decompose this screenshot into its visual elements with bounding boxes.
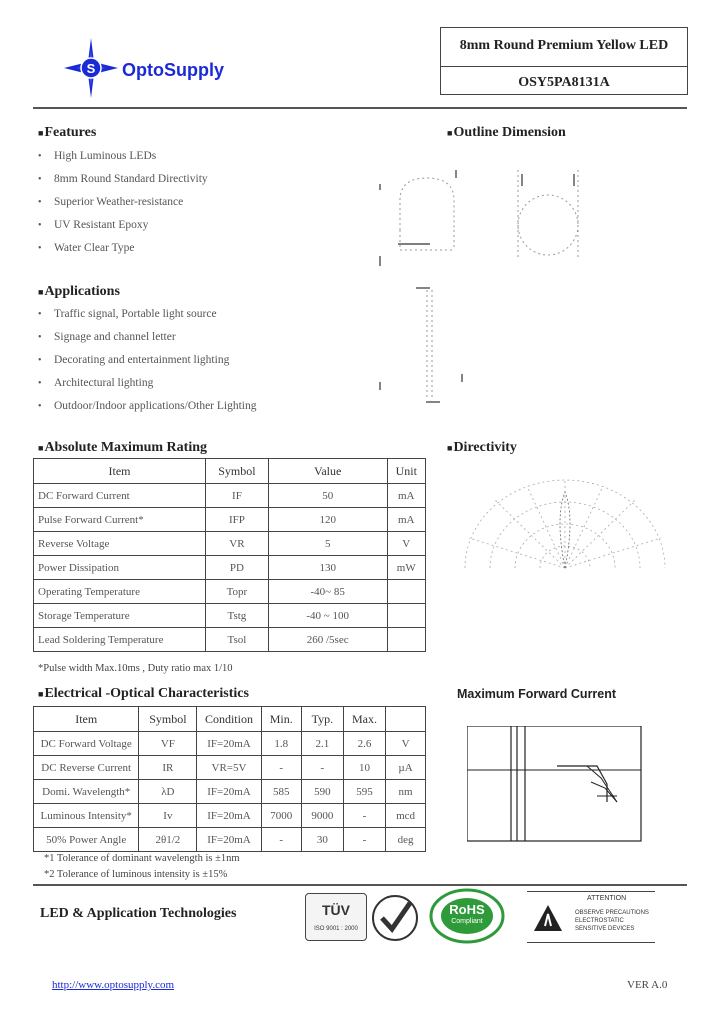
max-forward-current-title: Maximum Forward Current — [457, 687, 617, 701]
directivity-chart — [455, 478, 675, 578]
absolute-max-table — [33, 458, 426, 652]
col-header: Min. — [261, 707, 301, 732]
features-title: ■Features — [38, 125, 97, 140]
table-row: DC Forward Voltage VF IF=20mA 1.8 2.1 2.6 V — [34, 732, 426, 756]
list-item: • Traffic signal, Portable light source — [38, 308, 217, 320]
col-header: Max. — [343, 707, 385, 732]
attention-line-2: ELECTROSTATIC — [575, 918, 624, 924]
list-item: • Decorating and entertainment lighting — [38, 354, 230, 366]
title-box — [440, 27, 688, 95]
brand-logo — [56, 36, 276, 100]
outline-title: ■Outline Dimension — [447, 125, 566, 140]
tuv-label: TÜV — [322, 902, 350, 918]
electro-optical-title: ■Electrical -Optical Characteristics — [38, 686, 249, 701]
footer-version: VER A.0 — [627, 979, 668, 991]
list-item: • Signage and channel letter — [38, 331, 176, 343]
footer-company: LED & Application Technologies — [40, 906, 237, 921]
absolute-max-note: *Pulse width Max.10ms , Duty ratio max 1/10 — [38, 663, 233, 674]
tuv-badge — [305, 893, 367, 941]
rohs-badge — [428, 888, 506, 944]
applications-list — [38, 303, 257, 418]
part-number: OSY5PA8131A — [518, 75, 610, 90]
directivity-title: ■Directivity — [447, 440, 517, 455]
list-item: • Outdoor/Indoor applications/Other Lighting — [38, 400, 257, 412]
list-item: • UV Resistant Epoxy — [38, 219, 149, 231]
list-item: • Water Clear Type — [38, 242, 135, 254]
svg-text:S: S — [86, 61, 96, 76]
applications-title: ■Applications — [38, 284, 120, 299]
footer-url-link[interactable]: http://www.optosupply.com — [52, 979, 175, 991]
table-row: Luminous Intensity* Iv IF=20mA 7000 9000 - mcd — [34, 804, 426, 828]
table-row: DC Reverse Current IR VR=5V - - 10 µA — [34, 756, 426, 780]
attention-title: ATTENTION — [587, 895, 627, 902]
col-header: Condition — [197, 707, 261, 732]
esd-warning-icon — [533, 904, 563, 932]
col-header: Value — [268, 459, 387, 484]
table-row: Power Dissipation PD 130 mW — [34, 556, 426, 580]
list-item: • High Luminous LEDs — [38, 150, 157, 162]
eo-note-1: *1 Tolerance of dominant wavelength is ±1nm — [44, 853, 240, 864]
absolute-max-title: ■Absolute Maximum Rating — [38, 440, 207, 455]
list-item: • Superior Weather-resistance — [38, 196, 184, 208]
iso-label: ISO 9001 : 2000 — [314, 926, 358, 932]
col-header: Symbol — [139, 707, 197, 732]
col-header: Item — [34, 459, 206, 484]
max-forward-current-chart — [467, 726, 647, 846]
attention-line-3: SENSITIVE DEVICES — [575, 926, 635, 932]
col-header: Typ. — [301, 707, 343, 732]
esd-attention-block — [527, 891, 655, 943]
table-row: Lead Soldering Temperature Tsol 260 /5sec — [34, 628, 426, 652]
brand-name: OptoSupply — [122, 60, 224, 80]
col-header: Item — [34, 707, 139, 732]
table-row: Operating Temperature Topr -40~ 85 — [34, 580, 426, 604]
table-row: 50% Power Angle 2θ1/2 IF=20mA - 30 - deg — [34, 828, 426, 852]
col-header — [386, 707, 426, 732]
outline-drawing — [370, 160, 610, 410]
certified-checkmark-icon — [370, 893, 420, 943]
electro-optical-table — [33, 706, 426, 852]
col-header: Symbol — [205, 459, 268, 484]
rohs-label: RoHS — [449, 902, 485, 917]
table-row: Pulse Forward Current* IFP 120 mA — [34, 508, 426, 532]
list-item: • 8mm Round Standard Directivity — [38, 173, 208, 185]
attention-line-1: OBSERVE PRECAUTIONS — [575, 910, 649, 916]
eo-note-2: *2 Tolerance of luminous intensity is ±15% — [44, 869, 228, 880]
features-list — [38, 145, 208, 260]
col-header: Unit — [387, 459, 426, 484]
rohs-sub-label: Compliant — [451, 918, 483, 925]
table-row: Domi. Wavelength* λD IF=20mA 585 590 595 nm — [34, 780, 426, 804]
table-row: Storage Temperature Tstg -40 ~ 100 — [34, 604, 426, 628]
table-row: Reverse Voltage VR 5 V — [34, 532, 426, 556]
product-title: 8mm Round Premium Yellow LED — [459, 38, 669, 53]
list-item: • Architectural lighting — [38, 377, 154, 389]
star-logo-icon — [56, 36, 126, 100]
table-row: DC Forward Current IF 50 mA — [34, 484, 426, 508]
